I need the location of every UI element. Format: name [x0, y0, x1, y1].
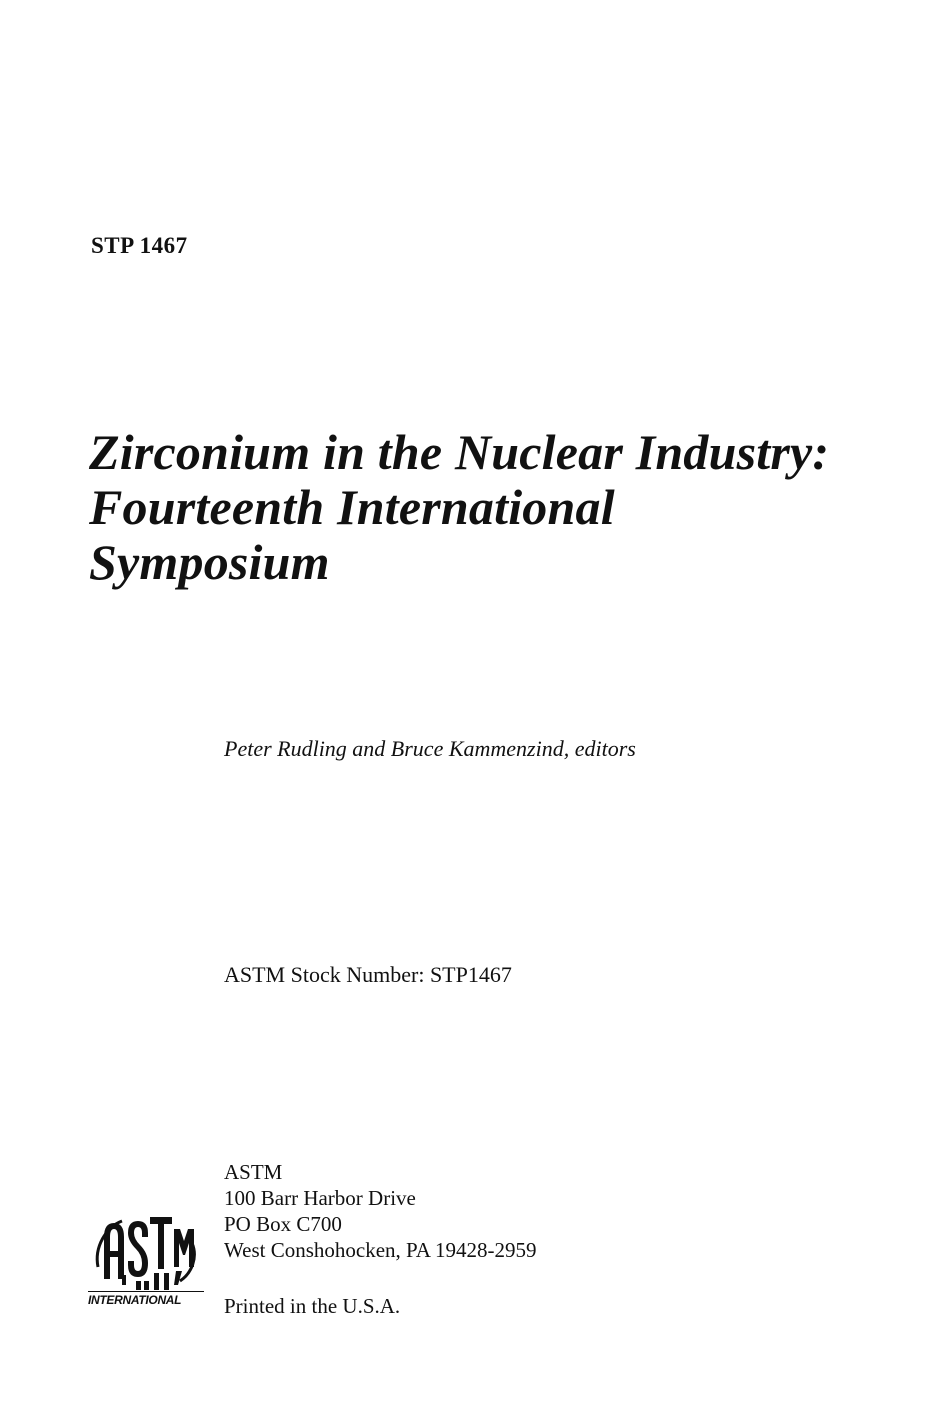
stock-number: ASTM Stock Number: STP1467: [224, 962, 512, 987]
title-line-1: Zirconium in the Nuclear Industry:: [89, 424, 830, 480]
printed-in: Printed in the U.S.A.: [224, 1294, 401, 1318]
publisher-po-box: PO Box C700: [224, 1212, 342, 1236]
title-line-3: Symposium: [89, 534, 330, 590]
series-number: STP 1467: [91, 233, 188, 258]
logo-wordmark: INTERNATIONAL: [88, 1291, 204, 1307]
publisher-city: West Conshohocken, PA 19428-2959: [224, 1238, 537, 1262]
astm-logo-icon: [88, 1207, 204, 1291]
book-title: [89, 425, 829, 590]
astm-international-logo: [88, 1207, 204, 1313]
publisher-address: [224, 1159, 537, 1263]
title-line-2: Fourteenth International: [89, 479, 615, 535]
publisher-street: 100 Barr Harbor Drive: [224, 1186, 416, 1210]
publisher-name: ASTM: [224, 1160, 283, 1184]
editors-line: Peter Rudling and Bruce Kammenzind, editors: [224, 736, 636, 761]
